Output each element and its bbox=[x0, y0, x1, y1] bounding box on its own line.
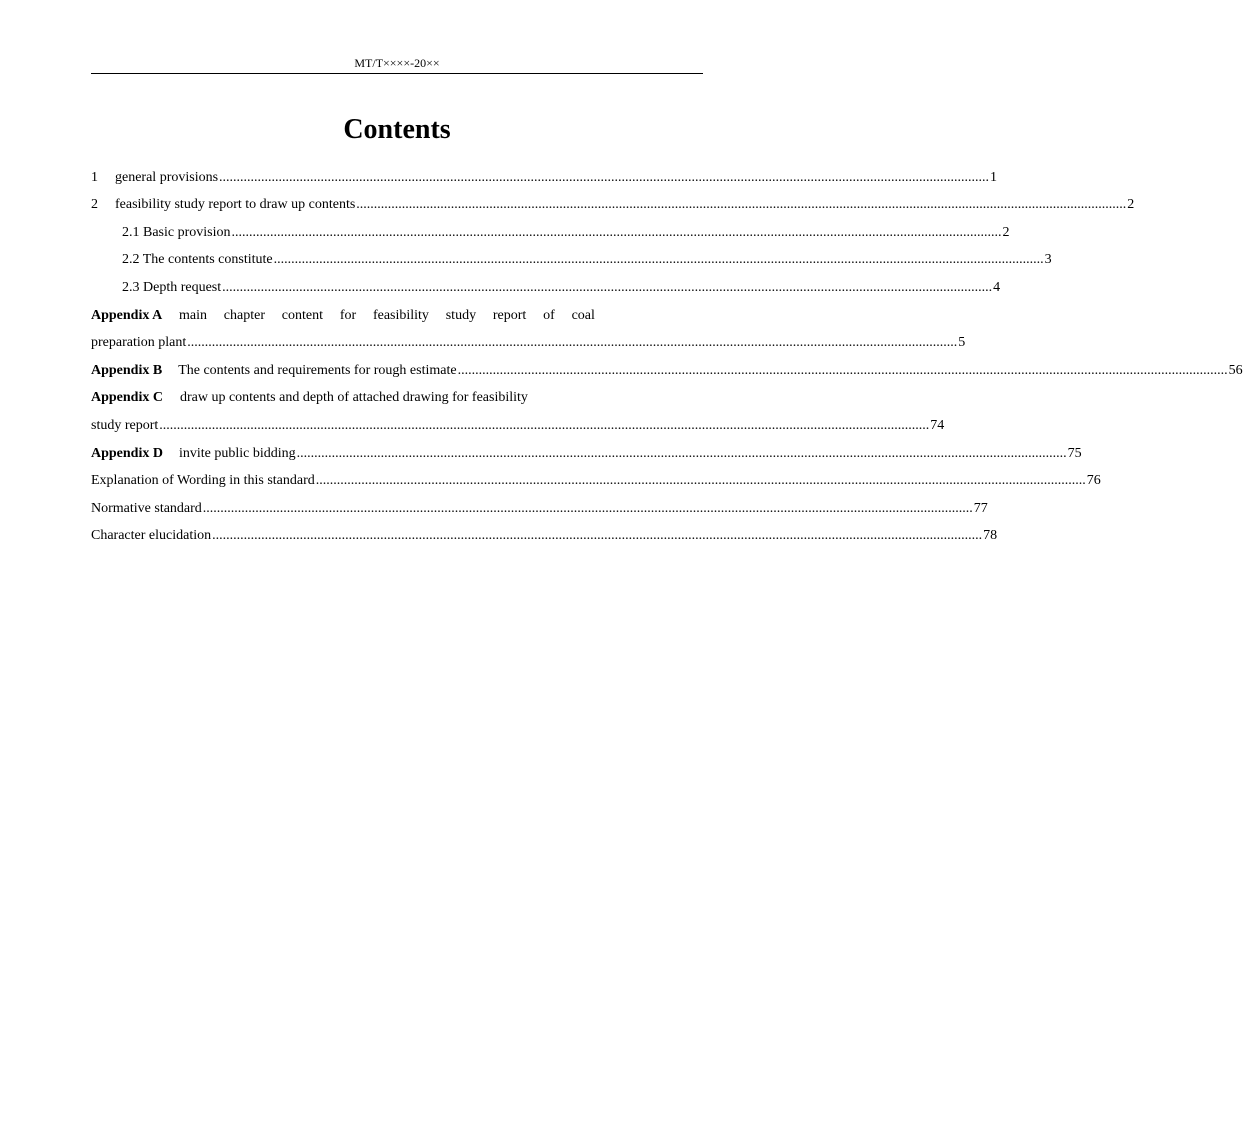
toc-leader: ............................................................................................................................................................................................................................ bbox=[222, 279, 993, 295]
toc-page-number: 4 bbox=[993, 279, 1001, 295]
page-title: Contents bbox=[343, 114, 451, 145]
toc-label-justified bbox=[91, 308, 595, 324]
toc-word: chapter bbox=[223, 307, 265, 323]
toc-appendix-label: Appendix B bbox=[91, 362, 163, 378]
toc-leader: ............................................................................................................................................................................................................................ bbox=[202, 500, 973, 516]
table-of-contents bbox=[91, 158, 1243, 544]
toc-label: draw up contents and depth of attached drawing for feasibility bbox=[179, 390, 528, 406]
toc-label: feasibility study report to draw up contents bbox=[115, 197, 356, 213]
toc-entry-contents-constitute[interactable] bbox=[91, 241, 1052, 269]
toc-label: study report bbox=[91, 417, 159, 433]
toc-appendix-label: Appendix D bbox=[91, 445, 163, 461]
toc-number: 1 bbox=[91, 169, 98, 185]
toc-entry-general-provisions[interactable] bbox=[91, 158, 998, 186]
toc-page-number: 56 bbox=[1228, 362, 1243, 378]
toc-page-number: 5 bbox=[958, 335, 966, 351]
toc-label: Normative standard bbox=[91, 500, 202, 516]
toc-label: 2.2 The contents constitute bbox=[122, 252, 273, 268]
toc-page-number: 75 bbox=[1067, 445, 1082, 461]
toc-entry-feasibility-report[interactable] bbox=[91, 186, 1135, 214]
toc-leader: ............................................................................................................................................................................................................................ bbox=[273, 252, 1044, 268]
toc-label: preparation plant bbox=[91, 335, 187, 351]
toc-entry-appendix-a-line2[interactable] bbox=[91, 324, 966, 352]
toc-label: 2.1 Basic provision bbox=[122, 224, 231, 240]
toc-word: coal bbox=[571, 307, 595, 323]
toc-entry-depth-request[interactable] bbox=[91, 268, 1001, 296]
toc-page-number: 2 bbox=[1127, 197, 1135, 213]
toc-appendix-label: Appendix A bbox=[91, 307, 163, 323]
toc-word: feasibility bbox=[372, 307, 429, 323]
toc-page-number: 74 bbox=[930, 417, 945, 433]
toc-number: 2 bbox=[91, 197, 98, 213]
toc-appendix-label: Appendix C bbox=[91, 390, 163, 406]
page-header: MT/T××××-20×× bbox=[91, 56, 703, 74]
toc-page-number: 3 bbox=[1044, 252, 1052, 268]
toc-word: content bbox=[281, 307, 324, 323]
toc-page-number: 2 bbox=[1002, 224, 1010, 240]
toc-label: Explanation of Wording in this standard bbox=[91, 473, 315, 489]
toc-word: main bbox=[179, 307, 207, 323]
toc-entry-normative-standard[interactable] bbox=[91, 489, 988, 517]
toc-leader: ............................................................................................................................................................................................................................ bbox=[159, 417, 930, 433]
toc-entry-appendix-c-line2[interactable] bbox=[91, 406, 945, 434]
toc-leader: ............................................................................................................................................................................................................................ bbox=[212, 528, 983, 544]
toc-entry-character-elucidation[interactable] bbox=[91, 517, 998, 545]
toc-page-number: 1 bbox=[990, 169, 998, 185]
toc-leader: ............................................................................................................................................................................................................................ bbox=[315, 473, 1086, 489]
toc-leader: ............................................................................................................................................................................................................................ bbox=[231, 224, 1002, 240]
toc-label: Character elucidation bbox=[91, 528, 212, 544]
toc-entry-appendix-b[interactable] bbox=[91, 351, 1243, 379]
toc-entry-appendix-a-line1[interactable] bbox=[91, 296, 686, 324]
toc-entry-appendix-c-line1[interactable] bbox=[91, 379, 686, 407]
toc-leader: ............................................................................................................................................................................................................................ bbox=[187, 335, 958, 351]
toc-entry-basic-provision[interactable] bbox=[91, 213, 1010, 241]
toc-leader: ............................................................................................................................................................................................................................ bbox=[219, 169, 990, 185]
toc-page-number: 76 bbox=[1086, 473, 1101, 489]
toc-word: for bbox=[339, 307, 357, 323]
toc-label: 2.3 Depth request bbox=[122, 279, 222, 295]
toc-word: report bbox=[492, 307, 527, 323]
toc-entry-explanation-of-wording[interactable] bbox=[91, 462, 1101, 490]
toc-leader: ............................................................................................................................................................................................................................ bbox=[356, 197, 1127, 213]
toc-leader: ............................................................................................................................................................................................................................ bbox=[457, 362, 1228, 378]
toc-label: invite public bidding bbox=[178, 445, 296, 461]
toc-leader: ............................................................................................................................................................................................................................ bbox=[296, 445, 1067, 461]
toc-page-number: 78 bbox=[983, 528, 998, 544]
toc-entry-appendix-d[interactable] bbox=[91, 434, 1082, 462]
toc-word: study bbox=[445, 307, 477, 323]
toc-label: general provisions bbox=[115, 169, 219, 185]
toc-label: The contents and requirements for rough estimate bbox=[178, 362, 457, 378]
toc-page-number: 77 bbox=[973, 500, 988, 516]
toc-word: of bbox=[543, 307, 555, 323]
